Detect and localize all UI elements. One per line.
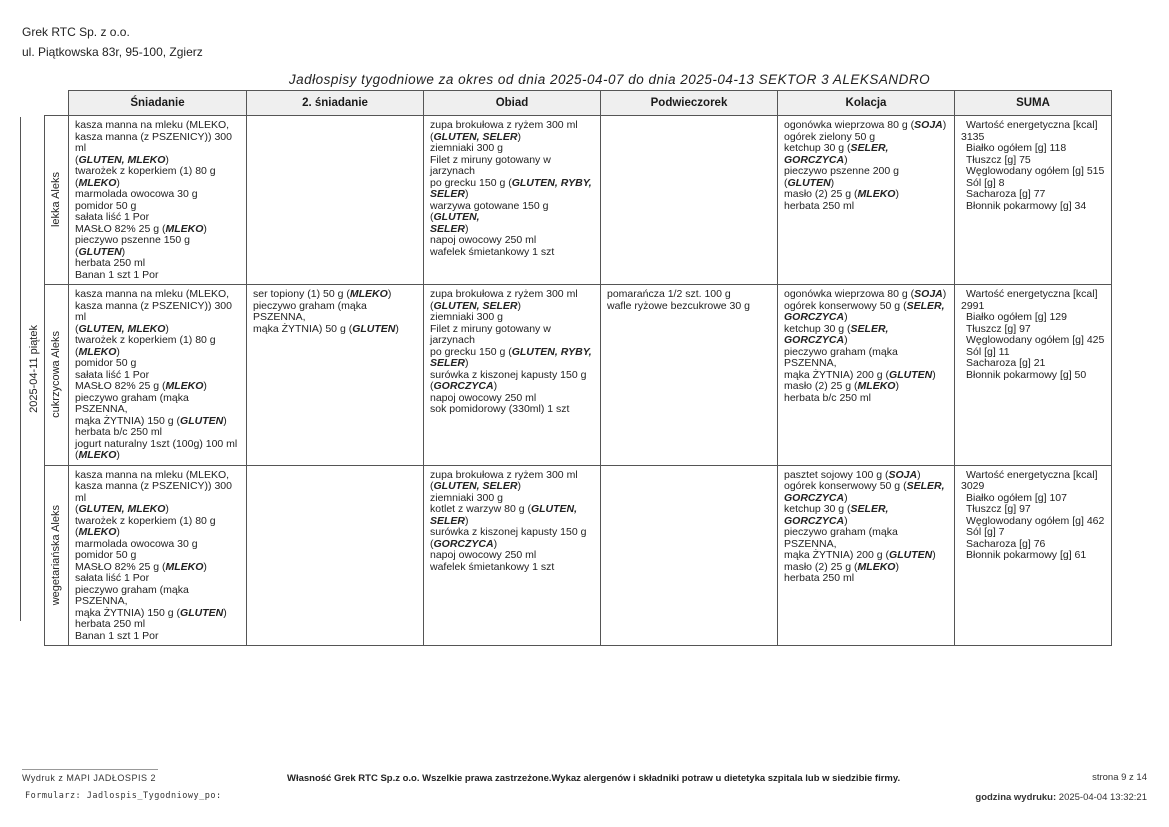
summary-item: Sól [g] 7: [966, 526, 1005, 538]
footer-form: Formularz: Jadlospis_Tygodniowy_po:: [25, 791, 222, 801]
summary-item: Sacharoza [g] 21: [966, 357, 1046, 369]
meal-entry: napoj owocowy 250 ml: [430, 549, 537, 561]
meal-entry: herbata b/c 250 ml: [75, 426, 162, 438]
meal-entry: twarożek z koperkiem (1) 80 g: [75, 165, 216, 177]
meal-cell: [247, 465, 424, 646]
meal-entry: SELER): [430, 188, 469, 200]
column-header: 2. śniadanie: [247, 91, 424, 116]
summary-item: Węglowodany ogółem [g] 425: [966, 334, 1105, 346]
meal-entry: kasza manna (z PSZENICY)) 300 ml: [75, 130, 232, 154]
meal-entry: jogurt naturalny 1szt (100g) 100 ml: [75, 437, 238, 450]
meal-entry: pomidor 50 g: [75, 549, 137, 561]
meal-cell: [778, 465, 955, 646]
meal-cell: [69, 116, 247, 285]
column-header: Śniadanie: [69, 91, 247, 116]
meal-entry: MASŁO 82% 25 g (MLEKO): [75, 222, 207, 235]
summary-energy-label: Wartość energetyczna [kcal]: [966, 288, 1098, 300]
meal-entry: zupa brokułowa z ryżem 300 ml: [430, 468, 578, 481]
meal-entry: wafle ryżowe bezcukrowe 30 g: [607, 299, 750, 312]
footer-page-number: strona 9 z 14: [1092, 772, 1147, 783]
meal-cell: [69, 465, 247, 646]
meal-entry: pasztet sojowy 100 g (SOJA): [784, 468, 921, 481]
meal-entry: wafelek śmietankowy 1 szt: [430, 245, 555, 258]
summary-energy-value: 2991: [961, 299, 985, 312]
meal-entry: GORCZYCA): [784, 491, 848, 504]
header-row: [45, 91, 1112, 116]
summary-item: Tłuszcz [g] 75: [966, 153, 1031, 166]
meal-entry: pomarańcza 1/2 szt. 100 g: [607, 288, 731, 300]
meal-entry: marmolada owocowa 30 g: [75, 537, 198, 550]
meal-entry: MASŁO 82% 25 g (MLEKO): [75, 560, 207, 573]
meal-entry: MASŁO 82% 25 g (MLEKO): [75, 380, 207, 392]
meal-entry: (MLEKO): [75, 449, 120, 461]
footer-ownership: Własność Grek RTC Sp.z o.o. Wszelkie prawa zastrzeżone.Wykaz alergenów i składniki potraw u dietetyka szpitala lub w siedzibie firmy.: [287, 773, 901, 784]
summary-item: Sacharoza [g] 76: [966, 537, 1046, 550]
meal-cell: [424, 285, 601, 466]
meal-entry: pieczywo pszenne 150 g (GLUTEN): [75, 234, 190, 258]
meal-entry: pieczywo graham (mąka PSZENNA,: [784, 526, 898, 550]
meal-entry: pieczywo graham (mąka PSZENNA,: [253, 299, 367, 323]
diet-name-cell: [45, 116, 69, 285]
meal-entry: marmolada owocowa 30 g: [75, 188, 198, 200]
meal-cell: [601, 285, 778, 466]
meal-entry: (MLEKO): [75, 345, 120, 358]
meal-entry: herbata 250 ml: [784, 199, 855, 212]
meal-entry: herbata 250 ml: [75, 257, 146, 269]
meal-entry: sałata liść 1 Por: [75, 572, 150, 584]
summary-cell: [955, 285, 1112, 466]
meal-entry: (MLEKO): [75, 526, 120, 538]
diet-name: wegetariańska Aleks: [49, 505, 62, 606]
print-time-value: 2025-04-04 13:32:21: [1058, 792, 1147, 803]
menu-table: [44, 90, 1112, 646]
summary-item: Węglowodany ogółem [g] 515: [966, 165, 1105, 177]
summary-item: Węglowodany ogółem [g] 462: [966, 514, 1105, 527]
column-header: Obiad: [424, 91, 601, 116]
meal-entry: (GLUTEN, SELER): [430, 130, 522, 143]
meal-entry: kasza manna na mleku (MLEKO,: [75, 468, 230, 481]
footer-rule: [22, 769, 158, 770]
meal-entry: (GLUTEN, MLEKO): [75, 153, 169, 166]
meal-entry: warzywa gotowane 150 g (GLUTEN,: [430, 199, 549, 223]
diet-row: [45, 116, 1112, 285]
meal-entry: pieczywo graham (mąka PSZENNA,: [75, 583, 189, 607]
summary-item: Sacharoza [g] 77: [966, 188, 1046, 200]
meal-entry: ziemniaki 300 g: [430, 311, 503, 323]
meal-entry: SELER): [430, 514, 469, 527]
day-bracket-line: [20, 117, 21, 621]
column-header: SUMA: [955, 91, 1112, 116]
meal-cell: [601, 116, 778, 285]
meal-entry: po grecku 150 g (GLUTEN, RYBY,: [430, 176, 592, 189]
meal-entry: mąka ŻYTNIA) 150 g (GLUTEN): [75, 414, 227, 427]
meal-entry: ziemniaki 300 g: [430, 142, 503, 154]
summary-item: Białko ogółem [g] 129: [966, 311, 1067, 323]
meal-entry: (MLEKO): [75, 176, 120, 189]
meal-entry: Banan 1 szt 1 Por: [75, 268, 159, 281]
company-header: [22, 22, 203, 62]
diet-name-cell: [45, 285, 69, 466]
meal-entry: ogonówka wieprzowa 80 g (SOJA): [784, 288, 947, 300]
meal-entry: pieczywo graham (mąka PSZENNA,: [75, 391, 189, 415]
meal-entry: herbata 250 ml: [784, 572, 855, 584]
diet-name: cukrzycowa Aleks: [49, 331, 62, 419]
summary-item: Tłuszcz [g] 97: [966, 322, 1031, 335]
day-label: 2025-04-11 piątek: [28, 325, 40, 413]
company-name: Grek RTC Sp. z o.o.: [22, 25, 130, 39]
meal-entry: surówka z kiszonej kapusty 150 g: [430, 368, 587, 381]
meal-entry: Filet z miruny gotowany w jarzynach: [430, 153, 551, 177]
company-address: ul. Piątkowska 83r, 95-100, Zgierz: [22, 45, 203, 59]
meal-entry: mąka ŻYTNIA) 200 g (GLUTEN): [784, 368, 936, 381]
meal-cell: [424, 465, 601, 646]
meal-entry: GORCZYCA): [784, 311, 848, 323]
summary-energy-value: 3135: [961, 130, 985, 143]
meal-entry: (GORCZYCA): [430, 537, 498, 550]
meal-cell: [69, 285, 247, 466]
meal-entry: masło (2) 25 g (MLEKO): [784, 380, 899, 392]
meal-entry: pieczywo pszenne 200 g (GLUTEN): [784, 165, 899, 189]
meal-entry: sok pomidorowy (330ml) 1 szt: [430, 403, 570, 415]
meal-entry: ogórek konserwowy 50 g (SELER,: [784, 299, 945, 312]
diet-name-cell: [45, 465, 69, 646]
meal-cell: [424, 116, 601, 285]
summary-item: Sól [g] 11: [966, 345, 1010, 358]
meal-entry: ogonówka wieprzowa 80 g (SOJA): [784, 119, 947, 131]
meal-entry: SELER): [430, 357, 469, 369]
summary-item: Błonnik pokarmowy [g] 50: [966, 368, 1087, 381]
meal-cell: [601, 465, 778, 646]
diet-row: [45, 285, 1112, 466]
meal-entry: pomidor 50 g: [75, 199, 137, 212]
summary-energy-value: 3029: [961, 480, 985, 492]
meal-entry: napoj owocowy 250 ml: [430, 391, 537, 404]
meal-cell: [247, 285, 424, 466]
meal-entry: surówka z kiszonej kapusty 150 g: [430, 526, 587, 538]
summary-cell: [955, 465, 1112, 646]
meal-entry: mąka ŻYTNIA) 150 g (GLUTEN): [75, 606, 227, 619]
column-header: Podwieczorek: [601, 91, 778, 116]
meal-entry: twarożek z koperkiem (1) 80 g: [75, 334, 216, 346]
meal-entry: pieczywo graham (mąka PSZENNA,: [784, 345, 898, 369]
meal-entry: ziemniaki 300 g: [430, 491, 503, 504]
meal-entry: ketchup 30 g (SELER, GORCZYCA): [784, 142, 889, 166]
meal-entry: (GLUTEN, SELER): [430, 299, 522, 312]
meal-entry: SELER): [430, 222, 469, 235]
meal-entry: ketchup 30 g (SELER, GORCZYCA): [784, 503, 889, 527]
print-time-label: godzina wydruku:: [975, 792, 1057, 803]
page-title: Jadłospisy tygodniowe za okres od dnia 2025-04-07 do dnia 2025-04-13 SEKTOR 3 ALEKSANDRO: [288, 72, 931, 87]
meal-entry: herbata b/c 250 ml: [784, 391, 871, 404]
day-label-box: [24, 117, 44, 621]
meal-entry: sałata liść 1 Por: [75, 368, 150, 381]
meal-entry: Filet z miruny gotowany w jarzynach: [430, 322, 551, 346]
summary-item: Sól [g] 8: [966, 176, 1005, 189]
summary-energy-label: Wartość energetyczna [kcal]: [966, 468, 1098, 481]
meal-entry: pomidor 50 g: [75, 357, 137, 369]
meal-entry: (GORCZYCA): [430, 380, 498, 392]
meal-entry: sałata liść 1 Por: [75, 211, 150, 223]
summary-energy-label: Wartość energetyczna [kcal]: [966, 119, 1098, 131]
meal-entry: kotlet z warzyw 80 g (GLUTEN,: [430, 503, 578, 515]
meal-entry: masło (2) 25 g (MLEKO): [784, 560, 899, 573]
meal-cell: [778, 116, 955, 285]
meal-entry: kasza manna na mleku (MLEKO,: [75, 288, 230, 300]
summary-item: Białko ogółem [g] 118: [966, 142, 1067, 154]
summary-item: Białko ogółem [g] 107: [966, 491, 1067, 504]
meal-entry: po grecku 150 g (GLUTEN, RYBY,: [430, 345, 592, 358]
meal-entry: Banan 1 szt 1 Por: [75, 629, 159, 642]
meal-entry: kasza manna na mleku (MLEKO,: [75, 119, 230, 131]
corner-cell: [45, 91, 69, 116]
footer-print-time: [975, 792, 1147, 803]
meal-entry: ketchup 30 g (SELER, GORCZYCA): [784, 322, 889, 346]
meal-entry: masło (2) 25 g (MLEKO): [784, 188, 899, 200]
meal-entry: kasza manna (z PSZENICY)) 300 ml: [75, 480, 232, 504]
meal-entry: (GLUTEN, SELER): [430, 480, 522, 492]
meal-entry: (GLUTEN, MLEKO): [75, 503, 169, 515]
meal-entry: napoj owocowy 250 ml: [430, 234, 537, 246]
meal-cell: [247, 116, 424, 285]
meal-entry: zupa brokułowa z ryżem 300 ml: [430, 119, 578, 131]
summary-item: Błonnik pokarmowy [g] 61: [966, 549, 1087, 561]
meal-entry: ser topiony (1) 50 g (MLEKO): [253, 288, 392, 300]
meal-entry: twarożek z koperkiem (1) 80 g: [75, 514, 216, 527]
meal-entry: ogórek zielony 50 g: [784, 130, 876, 143]
meal-entry: mąka ŻYTNIA) 50 g (GLUTEN): [253, 322, 399, 335]
summary-item: Błonnik pokarmowy [g] 34: [966, 199, 1087, 212]
footer-printout: Wydruk z MAPI JADŁOSPIS 2: [22, 773, 156, 783]
menu-body: [45, 116, 1112, 646]
meal-entry: (GLUTEN, MLEKO): [75, 322, 169, 335]
column-header: Kolacja: [778, 91, 955, 116]
meal-entry: herbata 250 ml: [75, 618, 146, 630]
meal-cell: [778, 285, 955, 466]
meal-entry: mąka ŻYTNIA) 200 g (GLUTEN): [784, 549, 936, 561]
meal-entry: kasza manna (z PSZENICY)) 300 ml: [75, 299, 232, 323]
diet-row: [45, 465, 1112, 646]
meal-entry: ogórek konserwowy 50 g (SELER,: [784, 480, 945, 492]
diet-name: lekka Aleks: [49, 172, 62, 228]
meal-entry: wafelek śmietankowy 1 szt: [430, 560, 555, 573]
summary-item: Tłuszcz [g] 97: [966, 503, 1031, 515]
summary-cell: [955, 116, 1112, 285]
meal-entry: zupa brokułowa z ryżem 300 ml: [430, 288, 578, 300]
